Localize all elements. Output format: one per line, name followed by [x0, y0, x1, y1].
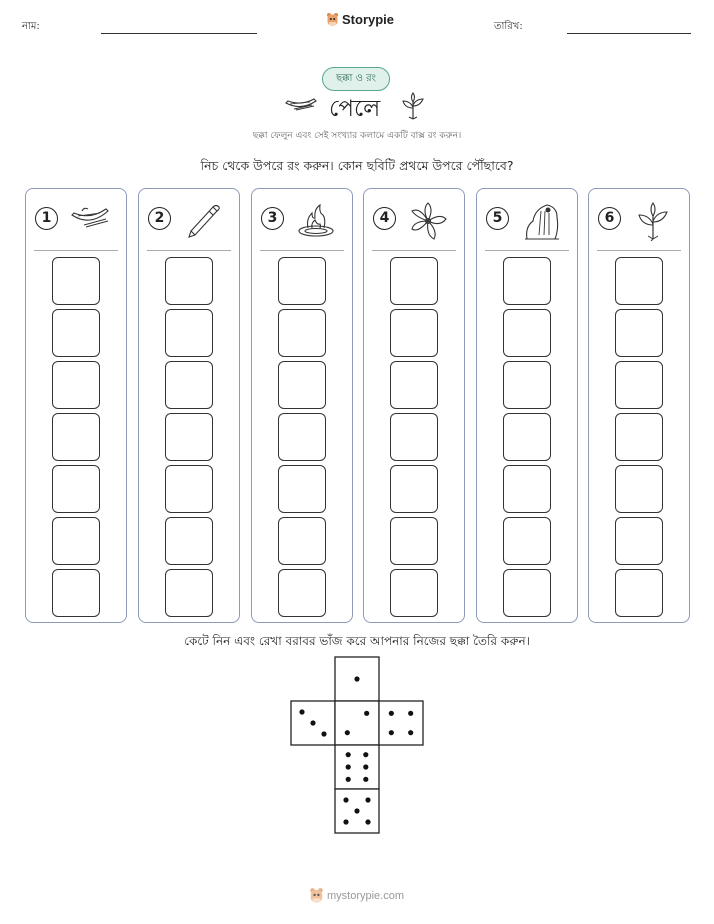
dice-pip: [408, 711, 413, 716]
dice-face-4: [379, 701, 423, 745]
dice-pip: [354, 808, 359, 813]
column-number: 5: [486, 207, 509, 230]
dice-face-2: [335, 701, 379, 745]
dice-pip: [346, 764, 351, 769]
column-number: 3: [261, 207, 284, 230]
dice-pip: [346, 752, 351, 757]
dice-pip: [345, 730, 350, 735]
date-label: তারিখ:: [494, 21, 523, 32]
dice-pip: [363, 764, 368, 769]
storypie-mascot-icon: [309, 887, 324, 904]
dice-pip: [363, 777, 368, 782]
column-number: 1: [35, 207, 58, 230]
dice-pip: [354, 676, 359, 681]
dice-pip: [389, 711, 394, 716]
dice-pip: [363, 752, 368, 757]
category-badge: ছক্কা ও রং: [322, 67, 390, 91]
instruction-text: নিচ থেকে উপরে রং করুন। কোন ছবিটি প্রথমে উপরে পৌঁছাবে?: [200, 158, 514, 173]
dice-pip: [365, 819, 370, 824]
dice-face-6: [335, 745, 379, 789]
dice-pip: [310, 720, 315, 725]
cut-instruction: কেটে নিন এবং রেখা বরাবর ভাঁজ করে আপনার নিজের ছক্কা তৈরি করুন।: [184, 634, 530, 648]
dice-pip: [299, 709, 304, 714]
footer-url[interactable]: mystorypie.com: [327, 889, 405, 902]
dice-pip: [343, 819, 348, 824]
dice-pip: [364, 711, 369, 716]
brand-name: Storypie: [342, 12, 395, 27]
column-number: 4: [373, 207, 396, 230]
dice-pip: [408, 730, 413, 735]
page-title: পেলে: [329, 96, 381, 122]
footer: [309, 887, 404, 904]
column-number: 6: [598, 207, 621, 230]
dice-pip: [365, 797, 370, 802]
column-number: 2: [148, 207, 171, 230]
dice-pip: [346, 777, 351, 782]
dice-pip: [321, 731, 326, 736]
dice-pip: [343, 797, 348, 802]
dice-pip: [389, 730, 394, 735]
name-label: নাম:: [22, 21, 40, 32]
subtitle: ছক্কা ফেলুন এবং সেই সংখ্যার কলামে একটি বাক্স রং করুন।: [252, 131, 462, 141]
